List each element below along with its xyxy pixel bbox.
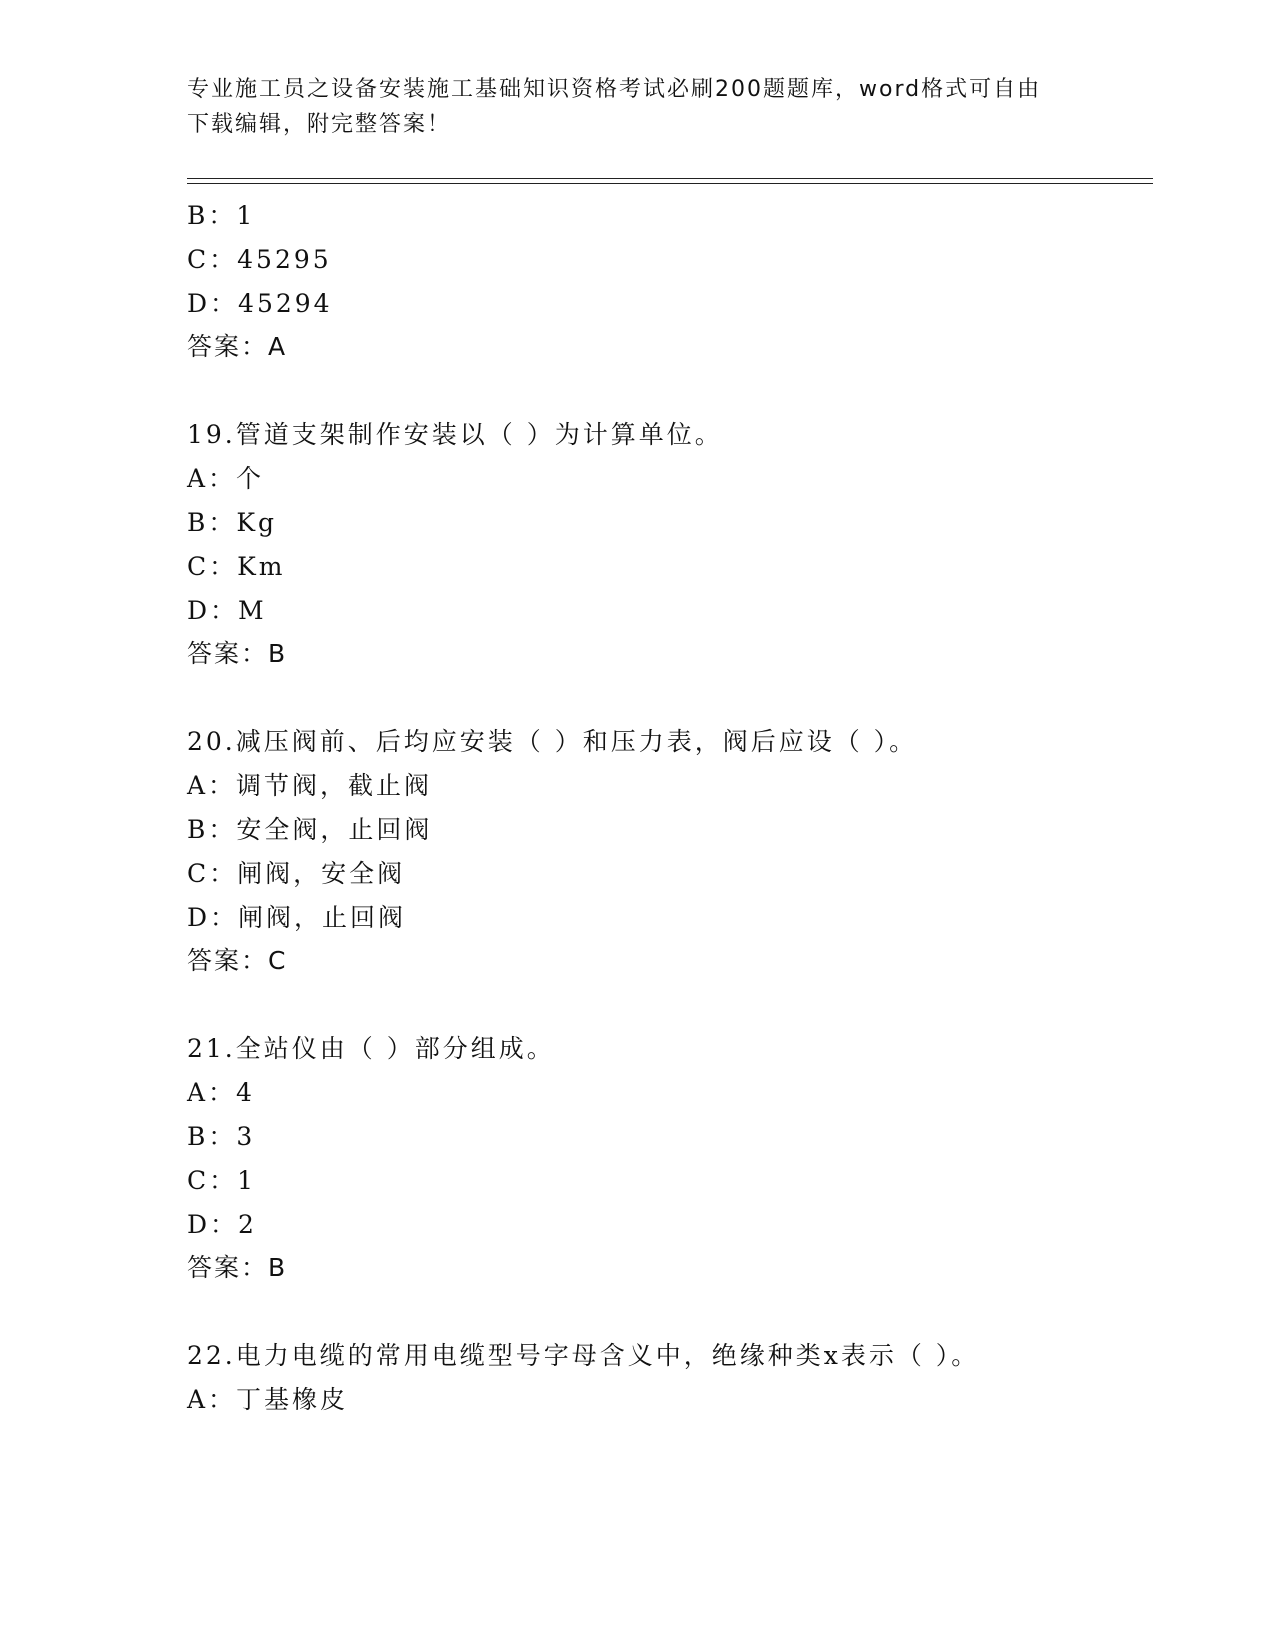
header-divider-bottom [187,183,1153,184]
q19-question: 19.管道支架制作安装以（ ）为计算单位。 [187,420,723,449]
q19-option-c: C：Km [187,552,286,581]
q18-option-d: D：45294 [187,289,333,318]
q21-question: 21.全站仪由（ ）部分组成。 [187,1034,555,1063]
document-header [187,72,1067,142]
header-divider-top [187,178,1153,179]
q21-option-c: C：1 [187,1166,257,1195]
q18-option-b: B：1 [187,201,256,230]
q19-option-b: B：Kg [187,508,278,537]
q20-option-c: C：闸阀，安全阀 [187,859,406,888]
q20-question: 20.减压阀前、后均应安装（ ）和压力表，阀后应设（ ）。 [187,727,918,756]
q21-answer: 答案：B [187,1253,288,1282]
header-line-2: 下载编辑，附完整答案！ [187,112,452,137]
q21-option-b: B：3 [187,1122,256,1151]
q19-answer: 答案：B [187,639,288,668]
q22-option-a: A：丁基橡皮 [187,1385,349,1414]
q21-option-a: A：4 [187,1078,255,1107]
q18-answer: 答案：A [187,332,288,361]
q22-question: 22.电力电缆的常用电缆型号字母含义中，绝缘种类x表示（ ）。 [187,1341,980,1370]
q20-option-d: D：闸阀，止回阀 [187,903,407,932]
q19-option-d: D：M [187,596,267,625]
q19-option-a: A：个 [187,464,265,493]
header-line-1: 专业施工员之设备安装施工基础知识资格考试必刷200题题库，word格式可自由 [187,77,1042,102]
q18-option-c: C：45295 [187,245,332,274]
q20-option-b: B：安全阀，止回阀 [187,815,433,844]
q20-answer: 答案：C [187,946,288,975]
q21-option-d: D：2 [187,1210,257,1239]
q20-option-a: A：调节阀，截止阀 [187,771,433,800]
